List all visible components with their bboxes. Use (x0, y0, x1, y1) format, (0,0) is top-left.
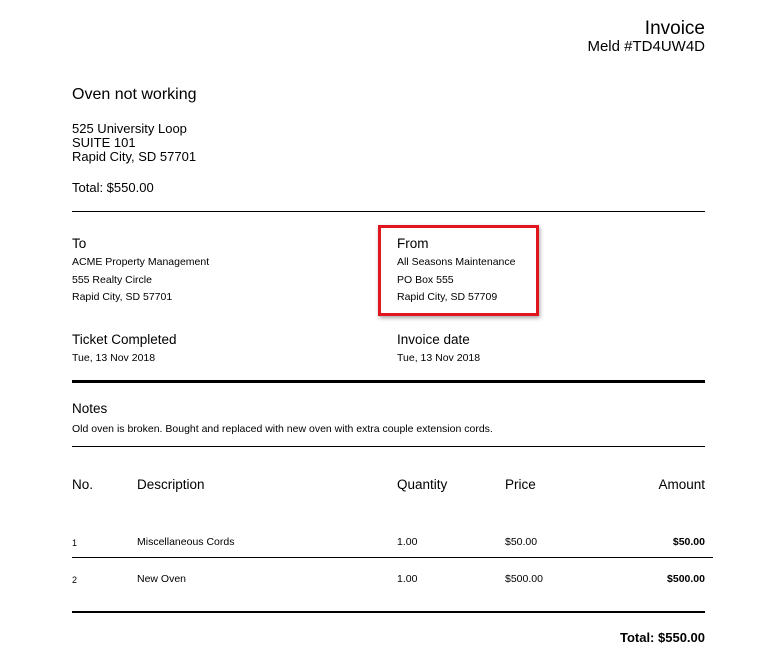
row-description: New Oven (137, 573, 187, 585)
from-highlight-box (378, 225, 539, 316)
from-label: From (397, 236, 429, 251)
col-no: No. (72, 477, 94, 492)
invoice-title: Invoice (644, 18, 705, 39)
row-amount: $500.00 (667, 573, 705, 585)
notes-text: Old oven is broken. Bought and replaced with new oven with extra couple extension cords. (72, 423, 493, 435)
invoice-date-value: Tue, 13 Nov 2018 (397, 352, 481, 364)
to-line-3: Rapid City, SD 57701 (72, 291, 173, 303)
ticket-total: Total: $550.00 (72, 180, 154, 195)
ticket-completed-date: Tue, 13 Nov 2018 (72, 352, 156, 364)
to-line-1: ACME Property Management (72, 256, 210, 268)
to-label: To (72, 236, 87, 251)
grand-total: Total: $550.00 (619, 630, 705, 645)
notes-label: Notes (72, 401, 108, 416)
row-no: 2 (72, 575, 78, 585)
ticket-completed-label: Ticket Completed (72, 332, 177, 347)
property-address-line-1: 525 University Loop (72, 121, 187, 136)
to-line-2: 555 Realty Circle (72, 274, 152, 286)
col-description: Description (137, 477, 205, 492)
thick-divider (72, 380, 705, 383)
divider (72, 211, 705, 212)
property-address-line-3: Rapid City, SD 57701 (72, 149, 197, 164)
total-divider (72, 611, 705, 613)
from-line-3: Rapid City, SD 57709 (397, 291, 498, 303)
col-price: Price (505, 477, 536, 492)
from-line-2: PO Box 555 (397, 274, 454, 286)
row-price: $50.00 (505, 536, 538, 548)
row-price: $500.00 (505, 573, 543, 585)
row-amount: $50.00 (672, 536, 705, 548)
divider (72, 446, 705, 447)
row-quantity: 1.00 (397, 573, 418, 585)
invoice-date-label: Invoice date (397, 332, 470, 347)
from-line-1: All Seasons Maintenance (397, 256, 516, 268)
row-divider (72, 557, 713, 558)
property-address-line-2: SUITE 101 (72, 135, 136, 150)
meld-number: Meld #TD4UW4D (587, 38, 705, 55)
row-quantity: 1.00 (397, 536, 418, 548)
row-description: Miscellaneous Cords (137, 536, 235, 548)
col-quantity: Quantity (397, 477, 448, 492)
row-no: 1 (72, 538, 78, 548)
ticket-subject: Oven not working (72, 86, 197, 103)
col-amount: Amount (658, 477, 705, 492)
